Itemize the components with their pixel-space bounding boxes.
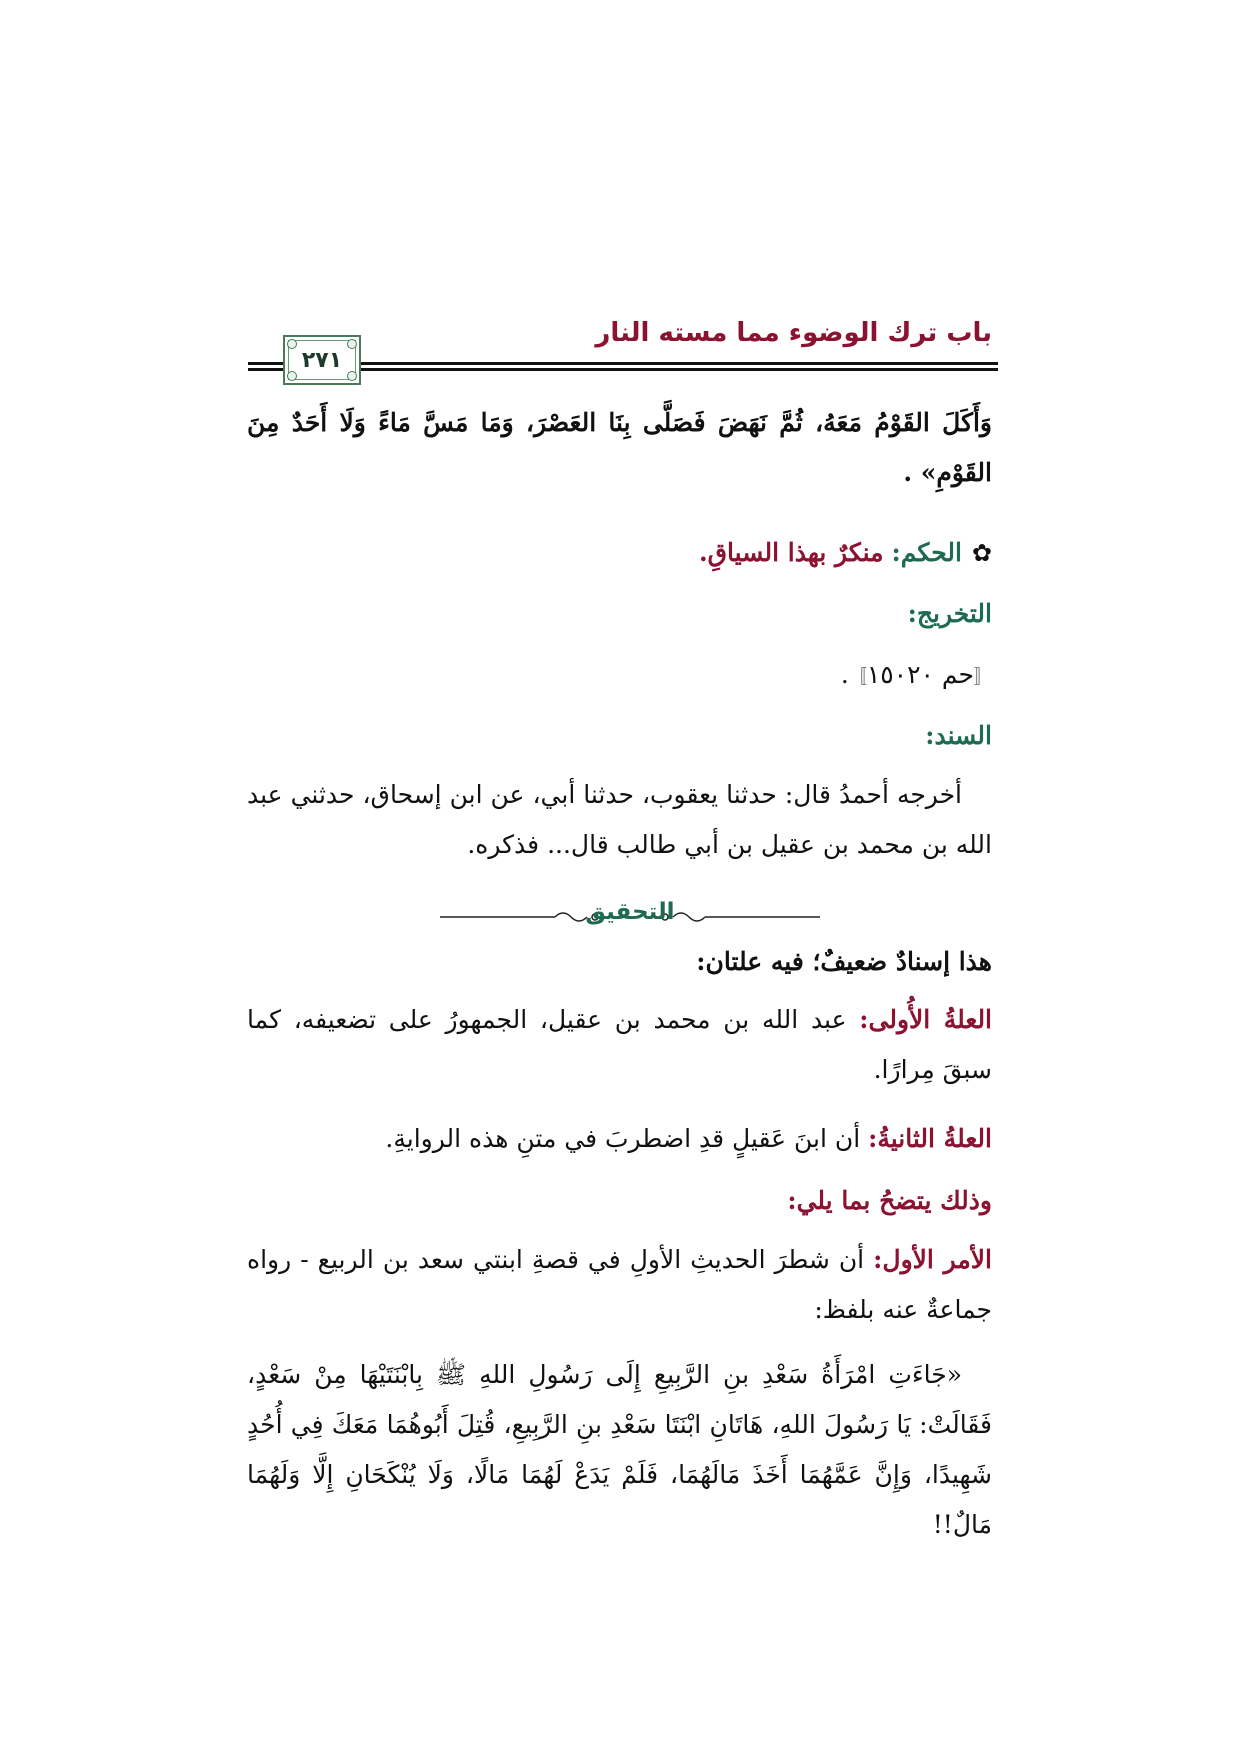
sanad-text: أخرجه أحمدُ قال: حدثنا يعقوب، حدثنا أبي، عن ابن إسحاق، حدثني عبد الله بن محمد بن عقيل بن أبي طالب قال... فذكره.: [247, 780, 992, 859]
rosette-icon: ✿: [971, 539, 992, 567]
second-defect-line: [385, 1119, 992, 1159]
first-defect-text: عبد الله بن محمد بن عقيل، الجمهورُ على تضعيفه، كما سبقَ مِرارًا.: [247, 1005, 992, 1084]
quote-continuation: وَأَكَلَ القَوْمُ مَعَهُ، ثُمَّ نَهَضَ فَصَلَّى بِنَا العَصْرَ، وَمَا مَسَّ مَاءً وَلَا أَحَدٌ مِنَ القَوْمِ» .: [247, 408, 992, 487]
ruling-line: [699, 533, 992, 573]
tahqiq-label: التحقيق: [585, 899, 675, 925]
bracket-icon: 〛: [848, 667, 867, 688]
clarify-heading: وذلك يتضحُ بما يلي:: [787, 1186, 992, 1215]
chapter-title: باب ترك الوضوء مما مسته النار: [595, 318, 992, 348]
bracket-icon: 〚: [974, 667, 992, 688]
first-defect-label: العلةُ الأُولى:: [859, 1005, 993, 1034]
analysis-intro: هذا إسنادٌ ضعيفٌ؛ فيه علتان:: [696, 947, 992, 976]
ornamental-frame-icon: [287, 339, 297, 349]
ornamental-frame-icon: [347, 339, 357, 349]
ornamental-frame-icon: [347, 371, 357, 381]
page-number-frame: [283, 335, 361, 385]
page-number: ٢٧١: [301, 347, 343, 373]
hadith-text: «جَاءَتِ امْرَأَةُ سَعْدِ بنِ الرَّبِيعِ إِلَى رَسُولِ اللهِ ﷺ بِابْنَتَيْهَا مِنْ سَعْدٍ، فَقَالَتْ: يَا رَسُولَ اللهِ، هَاتَانِ ابْنَتَا سَعْدِ بنِ الرَّبِيعِ، قُتِلَ أَبُوهُمَا مَعَكَ فِي أُحُدٍ شَهِيدًا، وَإِنَّ عَمَّهُمَا أَخَذَ مَالَهُمَا، فَلَمْ يَدَعْ لَهُمَا مَالًا، وَلَا يُنْكَحَانِ إِلَّا وَلَهُمَا مَالٌ!!: [247, 1360, 992, 1539]
second-defect-label: العلةُ الثانيةُ:: [868, 1124, 992, 1153]
first-defect-paragraph: [247, 995, 992, 1095]
takhrij-heading: التخريج:: [907, 599, 992, 628]
ruling-label: الحكم:: [891, 538, 962, 567]
ornamental-frame-icon: [287, 371, 297, 381]
tahqiq-divider: [430, 895, 830, 935]
first-matter-text: أن شطرَ الحديثِ الأولِ في قصةِ ابنتي سعد بن الربيع - رواه جماعةٌ عنه بلفظ:: [247, 1245, 992, 1324]
first-matter-label: الأمر الأول:: [873, 1245, 993, 1274]
takhrij-reference-end: .: [840, 660, 849, 689]
ruling-value: منكرٌ بهذا السياقِ.: [698, 538, 884, 567]
second-defect-text: أن ابنَ عَقيلٍ قدِ اضطربَ في متنِ هذه الروايةِ.: [385, 1124, 861, 1153]
takhrij-reference: حم ١٥٠٢٠: [866, 660, 974, 689]
sanad-heading: السند:: [925, 721, 992, 750]
takhrij-reference-line: [841, 655, 992, 698]
first-matter-paragraph: [247, 1235, 992, 1335]
